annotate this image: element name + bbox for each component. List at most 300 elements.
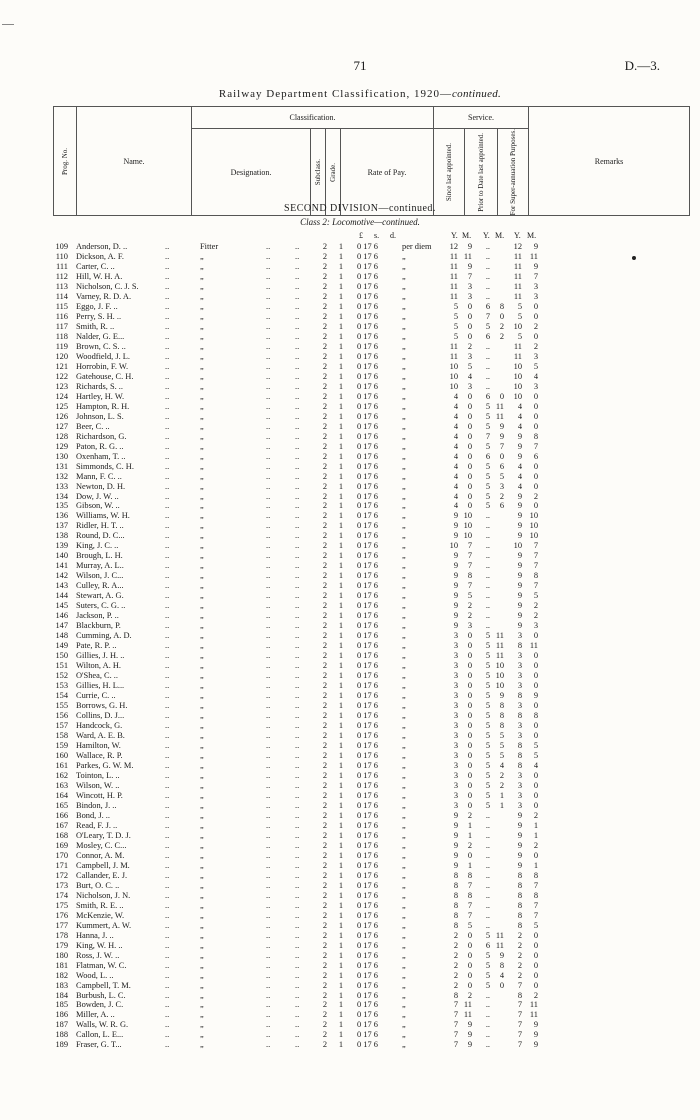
header-service: Service. xyxy=(434,107,529,129)
prior-years: .. xyxy=(485,381,490,391)
subclass-cell: 2 xyxy=(322,880,328,890)
since-last-years: 3 xyxy=(453,691,458,701)
subclass-cell: 2 xyxy=(322,1000,328,1010)
unit-pounds: £ xyxy=(359,231,363,240)
prior-years: .. xyxy=(485,870,490,880)
prog-no-cell: 185 xyxy=(55,1000,68,1010)
grade-cell: 1 xyxy=(338,770,344,780)
leader-dots: .. xyxy=(266,571,271,581)
leader-dots: .. xyxy=(165,461,170,471)
prior-years: 5 xyxy=(485,671,490,681)
pay-cell: 0 17 6 xyxy=(357,1010,378,1020)
pay-period-cell: „ xyxy=(402,521,406,531)
pay-period-cell: „ xyxy=(402,691,406,701)
pay-period-cell: „ xyxy=(402,251,406,261)
table-row xyxy=(0,402,700,411)
prior-months: 9 xyxy=(499,421,504,431)
leader-dots: .. xyxy=(266,551,271,561)
table-row xyxy=(0,621,700,630)
pay-period-cell: „ xyxy=(402,411,406,421)
pay-period-cell: „ xyxy=(402,870,406,880)
leader-dots: .. xyxy=(295,750,300,760)
pay-period-cell: „ xyxy=(402,611,406,621)
superannuation-years: 2 xyxy=(517,930,522,940)
pay-cell: 0 17 6 xyxy=(357,960,378,970)
leader-dots: .. xyxy=(266,271,271,281)
grade-cell: 1 xyxy=(338,900,344,910)
pay-period-cell: „ xyxy=(402,371,406,381)
designation-cell: „ xyxy=(200,561,204,571)
table-row xyxy=(0,1000,700,1009)
prior-months: 1 xyxy=(499,790,504,800)
leader-dots: .. xyxy=(266,501,271,511)
designation-cell: „ xyxy=(200,521,204,531)
pay-period-cell: „ xyxy=(402,920,406,930)
superannuation-months: 0 xyxy=(533,731,538,741)
leader-dots: .. xyxy=(266,591,271,601)
leader-dots: .. xyxy=(165,471,170,481)
grade-cell: 1 xyxy=(338,750,344,760)
subclass-cell: 2 xyxy=(322,291,328,301)
superannuation-months: 7 xyxy=(533,551,538,561)
superannuation-months: 8 xyxy=(533,711,538,721)
prog-no-cell: 176 xyxy=(55,910,68,920)
pay-period-cell: „ xyxy=(402,930,406,940)
leader-dots: .. xyxy=(295,671,300,681)
grade-cell: 1 xyxy=(338,661,344,671)
since-last-months: 0 xyxy=(467,461,472,471)
designation-cell: „ xyxy=(200,471,204,481)
subclass-cell: 2 xyxy=(322,780,328,790)
subclass-cell: 2 xyxy=(322,501,328,511)
name-cell: Callon, L. E... xyxy=(76,1030,124,1040)
since-last-years: 11 xyxy=(449,251,458,261)
pay-cell: 0 17 6 xyxy=(357,990,378,1000)
superannuation-months: 11 xyxy=(529,1000,538,1010)
pay-period-cell: „ xyxy=(402,601,406,611)
table-row xyxy=(0,342,700,351)
leader-dots: .. xyxy=(266,431,271,441)
leader-dots: .. xyxy=(295,711,300,721)
superannuation-months: 0 xyxy=(533,850,538,860)
name-cell: Hartley, H. W. xyxy=(76,391,125,401)
grade-cell: 1 xyxy=(338,1000,344,1010)
designation-cell: „ xyxy=(200,621,204,631)
superannuation-months: 6 xyxy=(533,451,538,461)
superannuation-years: 9 xyxy=(517,860,522,870)
leader-dots: .. xyxy=(295,890,300,900)
superannuation-months: 1 xyxy=(533,860,538,870)
subclass-cell: 2 xyxy=(322,950,328,960)
leader-dots: .. xyxy=(266,581,271,591)
superannuation-years: 10 xyxy=(513,321,522,331)
designation-cell: „ xyxy=(200,721,204,731)
prog-no-cell: 189 xyxy=(55,1040,68,1050)
pay-period-cell: „ xyxy=(402,541,406,551)
table-row xyxy=(0,871,700,880)
pay-cell: 0 17 6 xyxy=(357,721,378,731)
prog-no-cell: 153 xyxy=(55,681,68,691)
designation-cell: „ xyxy=(200,1030,204,1040)
subclass-cell: 2 xyxy=(322,551,328,561)
leader-dots: .. xyxy=(266,281,271,291)
superannuation-years: 3 xyxy=(517,701,522,711)
since-last-years: 2 xyxy=(453,940,458,950)
pay-period-cell: „ xyxy=(402,1040,406,1050)
since-last-years: 2 xyxy=(453,950,458,960)
superannuation-months: 0 xyxy=(533,950,538,960)
leader-dots: .. xyxy=(266,401,271,411)
leader-dots: .. xyxy=(295,291,300,301)
since-last-years: 9 xyxy=(453,561,458,571)
subclass-cell: 2 xyxy=(322,581,328,591)
leader-dots: .. xyxy=(266,1030,271,1040)
superannuation-years: 8 xyxy=(517,900,522,910)
pay-period-cell: „ xyxy=(402,561,406,571)
name-cell: McKenzie, W. xyxy=(76,910,125,920)
since-last-years: 4 xyxy=(453,461,458,471)
since-last-months: 0 xyxy=(467,701,472,711)
prior-years: .. xyxy=(485,1010,490,1020)
since-last-years: 9 xyxy=(453,850,458,860)
prior-months: 0 xyxy=(499,980,504,990)
name-cell: O'Shea, C. .. xyxy=(76,671,118,681)
superannuation-years: 2 xyxy=(517,940,522,950)
since-last-years: 4 xyxy=(453,441,458,451)
name-cell: Currie, C. .. xyxy=(76,691,116,701)
leader-dots: .. xyxy=(165,790,170,800)
pay-period-cell: „ xyxy=(402,900,406,910)
subclass-cell: 2 xyxy=(322,431,328,441)
designation-cell: „ xyxy=(200,341,204,351)
prog-no-cell: 144 xyxy=(55,591,68,601)
designation-cell: „ xyxy=(200,291,204,301)
pay-period-cell: „ xyxy=(402,770,406,780)
superannuation-months: 0 xyxy=(533,401,538,411)
prog-no-cell: 138 xyxy=(55,531,68,541)
name-cell: Gibson, W. .. xyxy=(76,501,120,511)
superannuation-months: 0 xyxy=(533,780,538,790)
prior-years: .. xyxy=(485,820,490,830)
superannuation-years: 8 xyxy=(517,920,522,930)
pay-period-cell: „ xyxy=(402,491,406,501)
prior-months: 9 xyxy=(499,691,504,701)
leader-dots: .. xyxy=(295,471,300,481)
subclass-cell: 2 xyxy=(322,980,328,990)
table-row xyxy=(0,462,700,471)
leader-dots: .. xyxy=(295,391,300,401)
superannuation-months: 0 xyxy=(533,940,538,950)
pay-period-cell: „ xyxy=(402,820,406,830)
superannuation-months: 9 xyxy=(533,1040,538,1050)
name-cell: Bindon, J. .. xyxy=(76,800,117,810)
pay-cell: 0 17 6 xyxy=(357,741,378,750)
designation-cell: „ xyxy=(200,691,204,701)
subclass-cell: 2 xyxy=(322,471,328,481)
leader-dots: .. xyxy=(266,481,271,491)
superannuation-months: 0 xyxy=(533,481,538,491)
since-last-months: 0 xyxy=(467,980,472,990)
pay-period-cell: „ xyxy=(402,461,406,471)
leader-dots: .. xyxy=(266,251,271,261)
prog-no-cell: 172 xyxy=(55,870,68,880)
since-last-years: 8 xyxy=(453,890,458,900)
pay-period-cell: „ xyxy=(402,451,406,461)
since-last-months: 9 xyxy=(467,1040,472,1050)
grade-cell: 1 xyxy=(338,271,344,281)
since-last-years: 9 xyxy=(453,511,458,521)
since-last-months: 2 xyxy=(467,810,472,820)
prior-years: 6 xyxy=(485,331,490,341)
superannuation-years: 4 xyxy=(517,401,522,411)
prog-no-cell: 133 xyxy=(55,481,68,491)
name-cell: Nicholson, J. N. xyxy=(76,890,131,900)
subclass-cell: 2 xyxy=(322,381,328,391)
since-last-months: 0 xyxy=(467,501,472,511)
leader-dots: .. xyxy=(266,850,271,860)
prior-years: .. xyxy=(485,810,490,820)
unit-years-2: Y. xyxy=(483,231,490,240)
prog-no-cell: 152 xyxy=(55,671,68,681)
pay-cell: 0 17 6 xyxy=(357,1000,378,1010)
pay-cell: 0 17 6 xyxy=(357,491,378,501)
prior-months: 1 xyxy=(499,800,504,810)
name-cell: Culley, R. A... xyxy=(76,581,124,591)
leader-dots: .. xyxy=(266,341,271,351)
leader-dots: .. xyxy=(165,481,170,491)
designation-cell: „ xyxy=(200,331,204,341)
since-last-months: 0 xyxy=(467,441,472,451)
table-row xyxy=(0,332,700,341)
prior-months: 5 xyxy=(499,741,504,750)
pay-cell: 0 17 6 xyxy=(357,860,378,870)
table-row xyxy=(0,721,700,730)
leader-dots: .. xyxy=(165,531,170,541)
name-cell: Dow, J. W. .. xyxy=(76,491,119,501)
pay-period-cell: „ xyxy=(402,631,406,641)
since-last-years: 11 xyxy=(449,351,458,361)
pay-period-cell: „ xyxy=(402,301,406,311)
prior-years: .. xyxy=(485,361,490,371)
superannuation-months: 8 xyxy=(533,870,538,880)
superannuation-years: 11 xyxy=(513,271,522,281)
superannuation-months: 0 xyxy=(533,671,538,681)
since-last-months: 5 xyxy=(467,361,472,371)
name-cell: Parkes, G. W. M. xyxy=(76,760,134,770)
designation-cell: „ xyxy=(200,261,204,271)
superannuation-years: 8 xyxy=(517,741,522,750)
pay-period-cell: „ xyxy=(402,341,406,351)
table-row xyxy=(0,641,700,650)
leader-dots: .. xyxy=(266,242,271,251)
pay-cell: 0 17 6 xyxy=(357,910,378,920)
designation-cell: „ xyxy=(200,481,204,491)
superannuation-years: 4 xyxy=(517,421,522,431)
grade-cell: 1 xyxy=(338,391,344,401)
superannuation-months: 3 xyxy=(533,291,538,301)
superannuation-years: 4 xyxy=(517,461,522,471)
leader-dots: .. xyxy=(295,611,300,621)
leader-dots: .. xyxy=(266,1040,271,1050)
leader-dots: .. xyxy=(266,731,271,741)
leader-dots: .. xyxy=(266,681,271,691)
designation-cell: „ xyxy=(200,431,204,441)
pay-cell: 0 17 6 xyxy=(357,950,378,960)
table-row xyxy=(0,442,700,451)
superannuation-years: 11 xyxy=(513,251,522,261)
prior-years: 6 xyxy=(485,451,490,461)
pay-period-cell: „ xyxy=(402,401,406,411)
grade-cell: 1 xyxy=(338,760,344,770)
table-row xyxy=(0,801,700,810)
superannuation-years: 8 xyxy=(517,880,522,890)
prior-years: 5 xyxy=(485,800,490,810)
grade-cell: 1 xyxy=(338,541,344,551)
since-last-months: 0 xyxy=(467,940,472,950)
table-row xyxy=(0,771,700,780)
leader-dots: .. xyxy=(295,451,300,461)
leader-dots: .. xyxy=(266,820,271,830)
leader-dots: .. xyxy=(266,291,271,301)
subclass-cell: 2 xyxy=(322,521,328,531)
since-last-months: 1 xyxy=(467,820,472,830)
leader-dots: .. xyxy=(266,611,271,621)
name-cell: Suters, C. G. .. xyxy=(76,601,126,611)
table-row xyxy=(0,681,700,690)
superannuation-months: 0 xyxy=(533,960,538,970)
prior-years: .. xyxy=(485,291,490,301)
leader-dots: .. xyxy=(295,820,300,830)
superannuation-months: 0 xyxy=(533,661,538,671)
leader-dots: .. xyxy=(165,451,170,461)
subclass-cell: 2 xyxy=(322,721,328,731)
since-last-months: 0 xyxy=(467,491,472,501)
pay-period-cell: „ xyxy=(402,910,406,920)
grade-cell: 1 xyxy=(338,311,344,321)
grade-cell: 1 xyxy=(338,711,344,721)
prog-no-cell: 148 xyxy=(55,631,68,641)
superannuation-years: 7 xyxy=(517,1010,522,1020)
designation-cell: „ xyxy=(200,1010,204,1020)
grade-cell: 1 xyxy=(338,641,344,651)
prog-no-cell: 140 xyxy=(55,551,68,561)
name-cell: Horrobin, F. W. xyxy=(76,361,129,371)
leader-dots: .. xyxy=(165,341,170,351)
since-last-years: 8 xyxy=(453,990,458,1000)
name-cell: Dickson, A. F. xyxy=(76,251,124,261)
designation-cell: „ xyxy=(200,391,204,401)
subclass-cell: 2 xyxy=(322,441,328,451)
grade-cell: 1 xyxy=(338,441,344,451)
name-cell: Campbell, T. M. xyxy=(76,980,131,990)
name-cell: Gatehouse, C. H. xyxy=(76,371,134,381)
leader-dots: .. xyxy=(165,820,170,830)
since-last-years: 3 xyxy=(453,701,458,711)
superannuation-years: 9 xyxy=(517,531,522,541)
unit-months-1: M. xyxy=(462,231,472,240)
prog-no-cell: 159 xyxy=(55,741,68,750)
table-row xyxy=(0,242,700,251)
superannuation-years: 9 xyxy=(517,491,522,501)
header-prior-to-date: Prior to Date last appointed. xyxy=(465,129,498,216)
superannuation-months: 10 xyxy=(529,521,538,531)
leader-dots: .. xyxy=(266,261,271,271)
name-cell: Bond, J. .. xyxy=(76,810,110,820)
leader-dots: .. xyxy=(165,361,170,371)
since-last-months: 7 xyxy=(467,561,472,571)
since-last-years: 9 xyxy=(453,840,458,850)
pay-period-cell: „ xyxy=(402,651,406,661)
table-row xyxy=(0,322,700,331)
leader-dots: .. xyxy=(266,980,271,990)
prog-no-cell: 171 xyxy=(55,860,68,870)
leader-dots: .. xyxy=(295,870,300,880)
pay-cell: 0 17 6 xyxy=(357,760,378,770)
prog-no-cell: 182 xyxy=(55,970,68,980)
pay-period-cell: „ xyxy=(402,311,406,321)
prog-no-cell: 134 xyxy=(55,491,68,501)
name-cell: Newton, D. H. xyxy=(76,481,126,491)
prior-years: .. xyxy=(485,1020,490,1030)
superannuation-months: 10 xyxy=(529,531,538,541)
prog-no-cell: 164 xyxy=(55,790,68,800)
header-designation: Designation. xyxy=(192,129,311,216)
since-last-years: 9 xyxy=(453,551,458,561)
prior-years: .. xyxy=(485,611,490,621)
leader-dots: .. xyxy=(295,371,300,381)
designation-cell: „ xyxy=(200,651,204,661)
division-heading: SECOND DIVISION—continued. xyxy=(284,203,436,214)
leader-dots: .. xyxy=(266,760,271,770)
superannuation-months: 2 xyxy=(533,491,538,501)
pay-cell: 0 17 6 xyxy=(357,531,378,541)
leader-dots: .. xyxy=(266,361,271,371)
superannuation-years: 9 xyxy=(517,501,522,511)
name-cell: Walls, W. R. G. xyxy=(76,1020,129,1030)
pay-cell: 0 17 6 xyxy=(357,601,378,611)
leader-dots: .. xyxy=(295,531,300,541)
leader-dots: .. xyxy=(295,681,300,691)
designation-cell: „ xyxy=(200,371,204,381)
table-row xyxy=(0,781,700,790)
superannuation-years: 9 xyxy=(517,601,522,611)
superannuation-months: 7 xyxy=(533,910,538,920)
pay-cell: 0 17 6 xyxy=(357,621,378,631)
leader-dots: .. xyxy=(295,361,300,371)
leader-dots: .. xyxy=(295,511,300,521)
superannuation-months: 1 xyxy=(533,830,538,840)
since-last-months: 7 xyxy=(467,551,472,561)
prior-years: 5 xyxy=(485,780,490,790)
leader-dots: .. xyxy=(266,311,271,321)
since-last-months: 0 xyxy=(467,411,472,421)
since-last-years: 7 xyxy=(453,1040,458,1050)
superannuation-months: 7 xyxy=(533,561,538,571)
subclass-cell: 2 xyxy=(322,990,328,1000)
pay-cell: 0 17 6 xyxy=(357,371,378,381)
subclass-cell: 2 xyxy=(322,760,328,770)
grade-cell: 1 xyxy=(338,581,344,591)
prior-months: 5 xyxy=(499,471,504,481)
name-cell: Simmonds, C. H. xyxy=(76,461,134,471)
leader-dots: .. xyxy=(295,651,300,661)
name-cell: Kummert, A. W. xyxy=(76,920,132,930)
leader-dots: .. xyxy=(266,411,271,421)
leader-dots: .. xyxy=(165,551,170,561)
unit-months-3: M. xyxy=(527,231,537,240)
prior-months: 11 xyxy=(495,930,504,940)
leader-dots: .. xyxy=(266,541,271,551)
